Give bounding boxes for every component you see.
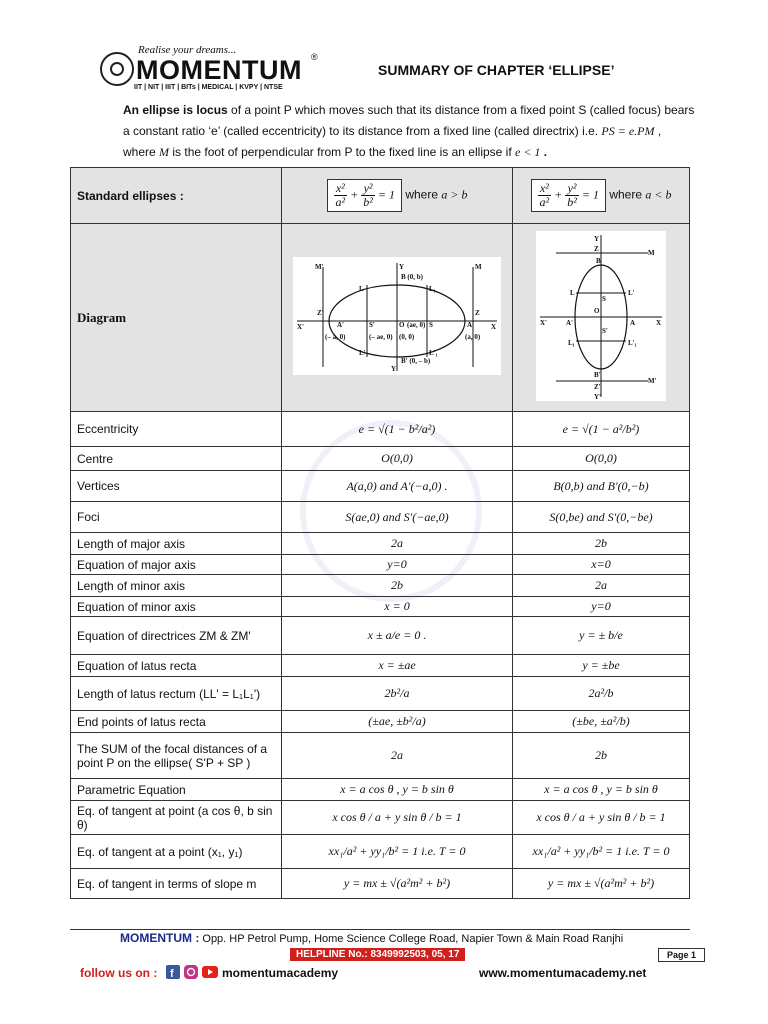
svg-text:Y': Y' <box>391 365 398 373</box>
eq2-num-x: x² <box>538 182 552 196</box>
svg-text:L': L' <box>359 349 366 357</box>
website-link[interactable]: www.momentumacademy.net <box>479 966 647 980</box>
svg-text:B (0, b): B (0, b) <box>401 273 423 281</box>
svg-text:M': M' <box>648 377 657 385</box>
svg-text:L: L <box>570 289 575 297</box>
row-label: Eq. of tangent at point (a cos θ, b sin θ) <box>71 801 282 835</box>
svg-text:(0, 0): (0, 0) <box>399 333 415 341</box>
table-row <box>71 835 690 869</box>
row-value-a-gt-b: xx₁/a² + yy₁/b² = 1 i.e. T = 0 <box>282 835 513 869</box>
eq1-den-b: b² <box>363 195 373 209</box>
row-label: Eccentricity <box>71 412 282 447</box>
row-value-a-lt-b: y=0 <box>513 597 690 617</box>
page-number: Page 1 <box>658 948 705 962</box>
table-row <box>71 502 690 533</box>
table-row <box>71 575 690 597</box>
svg-text:Z': Z' <box>317 309 324 317</box>
svg-text:S: S <box>429 321 433 329</box>
row-label: Parametric Equation <box>71 779 282 801</box>
table-row-diagram <box>71 224 690 412</box>
table-row <box>71 597 690 617</box>
row-value-a-lt-b: (±be, ±a²/b) <box>513 711 690 733</box>
svg-text:Y': Y' <box>594 393 601 401</box>
footer-brand: MOMENTUM : <box>120 931 200 945</box>
svg-text:f: f <box>170 968 174 980</box>
row-label: The SUM of the focal distances of a point P on the ellipse( S'P + SP ) <box>71 733 282 779</box>
row-value-a-gt-b: x = ±ae <box>282 655 513 677</box>
svg-text:X: X <box>491 323 497 331</box>
row-value-a-lt-b: xx₁/a² + yy₁/b² = 1 i.e. T = 0 <box>513 835 690 869</box>
intro-math-m: M <box>159 145 170 159</box>
svg-text:Z: Z <box>475 309 480 317</box>
svg-text:L: L <box>359 285 364 293</box>
footer-divider <box>70 929 690 930</box>
row-value-a-gt-b: y=0 <box>282 555 513 575</box>
row-label: Foci <box>71 502 282 533</box>
row-label: Length of latus rectum (LL' = L₁L₁') <box>71 677 282 711</box>
svg-text:L'₁: L'₁ <box>628 339 637 347</box>
row-value-a-gt-b: A(a,0) and A'(−a,0) . <box>282 471 513 502</box>
row-value-a-lt-b: 2a²/b <box>513 677 690 711</box>
row-value-a-gt-b: 2b <box>282 575 513 597</box>
svg-text:X: X <box>656 319 662 327</box>
svg-text:M: M <box>475 263 482 271</box>
table-row-standard <box>71 168 690 224</box>
row-value-a-gt-b: S(ae,0) and S'(−ae,0) <box>282 502 513 533</box>
table-row <box>71 779 690 801</box>
svg-text:X': X' <box>540 319 547 327</box>
eq2-rhs: = 1 <box>581 187 599 202</box>
standard-eq2 <box>531 179 606 212</box>
row-label: Eq. of tangent at a point (x₁, y₁) <box>71 835 282 869</box>
horizontal-ellipse-diagram <box>293 257 501 375</box>
row-value-a-gt-b: y = mx ± √(a²m² + b²) <box>282 869 513 899</box>
eq1-plus: + <box>350 187 359 202</box>
row-value-a-lt-b: B(0,b) and B'(0,−b) <box>513 471 690 502</box>
eq1-num-y: y² <box>361 182 375 196</box>
logo-seal-icon <box>100 52 134 86</box>
standard-eq1-cell <box>282 168 513 224</box>
row-value-a-gt-b: 2a <box>282 733 513 779</box>
footer-address-text: Opp. HP Petrol Pump, Home Science College Road, Napier Town & Main Road Ranjhi <box>199 933 624 945</box>
logo-registered-mark: ® <box>311 52 318 62</box>
svg-text:X': X' <box>297 323 304 331</box>
svg-text:(a, 0): (a, 0) <box>465 333 481 341</box>
standard-eq1 <box>327 179 402 212</box>
svg-text:M: M <box>648 249 655 257</box>
eq1-den-a: a² <box>335 195 346 209</box>
svg-text:A: A <box>467 321 473 329</box>
table-row <box>71 655 690 677</box>
row-value-a-gt-b: x = 0 <box>282 597 513 617</box>
eq2-num-y: y² <box>565 182 579 196</box>
logo-tagline: Realise your dreams... <box>138 44 237 56</box>
svg-text:L₁: L₁ <box>568 339 575 347</box>
row-value-a-lt-b: 2b <box>513 733 690 779</box>
row-value-a-lt-b: O(0,0) <box>513 447 690 471</box>
row-value-a-lt-b: S(0,be) and S'(0,−be) <box>513 502 690 533</box>
cond1: a > b <box>441 187 468 202</box>
row-label: Length of minor axis <box>71 575 282 597</box>
row-value-a-gt-b: e = √(1 − b²/a²) <box>282 412 513 447</box>
intro-line3b: is the foot of perpendicular from P to the fixed line is an ellipse if <box>169 145 515 159</box>
diagram-label: Diagram <box>71 224 282 412</box>
table-row <box>71 711 690 733</box>
row-value-a-lt-b: x=0 <box>513 555 690 575</box>
table-row <box>71 869 690 899</box>
logo-brand: MOMENTUM <box>136 55 302 85</box>
ellipse-summary-table <box>70 167 690 899</box>
intro-paragraph <box>123 100 703 163</box>
svg-text:S': S' <box>602 327 608 335</box>
standard-label: Standard ellipses : <box>71 168 282 224</box>
row-value-a-lt-b: y = mx ± √(a²m² + b²) <box>513 869 690 899</box>
row-value-a-gt-b: O(0,0) <box>282 447 513 471</box>
svg-text:B': B' <box>594 371 601 379</box>
intro-line2: a constant ratio ‘e’ (called eccentricity) to its distance from a fixed line (called directrix) i.e. <box>123 124 602 138</box>
intro-line3-end: . <box>540 145 548 159</box>
table-row <box>71 677 690 711</box>
svg-text:Z': Z' <box>594 383 601 391</box>
social-icons <box>166 964 218 985</box>
table-row <box>71 617 690 655</box>
intro-line1: of a point P which moves such that its distance from a fixed point S (called focus) bears <box>227 103 695 117</box>
svg-text:(ae, 0): (ae, 0) <box>407 321 426 329</box>
svg-text:M': M' <box>315 263 324 271</box>
row-value-a-lt-b: 2a <box>513 575 690 597</box>
svg-text:Y: Y <box>399 263 405 271</box>
svg-text:A: A <box>630 319 636 327</box>
table-row <box>71 555 690 575</box>
standard-eq2-cell <box>513 168 690 224</box>
svg-text:O: O <box>594 307 600 315</box>
row-value-a-gt-b: 2b²/a <box>282 677 513 711</box>
where2: where <box>609 187 642 202</box>
intro-line3a: where <box>123 145 160 159</box>
where1: where <box>405 187 438 202</box>
row-label: Centre <box>71 447 282 471</box>
svg-text:L'₁: L'₁ <box>429 349 438 357</box>
row-value-a-lt-b: e = √(1 − a²/b²) <box>513 412 690 447</box>
row-value-a-gt-b: x cos θ / a + y sin θ / b = 1 <box>282 801 513 835</box>
row-value-a-lt-b: y = ±be <box>513 655 690 677</box>
eq2-den-b: b² <box>567 195 577 209</box>
row-value-a-lt-b: 2b <box>513 533 690 555</box>
vertical-ellipse-diagram <box>536 231 666 401</box>
eq2-plus: + <box>554 187 563 202</box>
svg-text:(– a, 0): (– a, 0) <box>325 333 346 341</box>
table-row <box>71 447 690 471</box>
svg-text:S': S' <box>369 321 375 329</box>
eq1-num-x: x² <box>334 182 348 196</box>
svg-text:(– ae, 0): (– ae, 0) <box>369 333 393 341</box>
page-title: SUMMARY OF CHAPTER ‘ELLIPSE’ <box>378 62 615 78</box>
row-label: Equation of latus recta <box>71 655 282 677</box>
row-value-a-gt-b: x = a cos θ , y = b sin θ <box>282 779 513 801</box>
row-label: Equation of directrices ZM & ZM' <box>71 617 282 655</box>
svg-text:Y: Y <box>594 235 600 243</box>
row-label: Eq. of tangent in terms of slope m <box>71 869 282 899</box>
social-handle[interactable]: momentumacademy <box>222 966 339 980</box>
row-label: Equation of major axis <box>71 555 282 575</box>
svg-text:A': A' <box>337 321 344 329</box>
eq2-den-a: a² <box>539 195 550 209</box>
diagram1-cell <box>282 224 513 412</box>
follow-label: follow us on : <box>80 966 158 980</box>
svg-text:B: B <box>596 257 601 265</box>
row-label: Length of major axis <box>71 533 282 555</box>
table-row <box>71 533 690 555</box>
svg-text:S: S <box>602 295 606 303</box>
row-label: Equation of minor axis <box>71 597 282 617</box>
svg-text:L': L' <box>628 289 635 297</box>
row-label: End points of latus recta <box>71 711 282 733</box>
svg-text:L₁: L₁ <box>429 285 436 293</box>
intro-math-condition: e < 1 <box>515 145 541 159</box>
cond2: a < b <box>645 187 672 202</box>
row-label: Vertices <box>71 471 282 502</box>
svg-text:A': A' <box>566 319 573 327</box>
row-value-a-lt-b: x cos θ / a + y sin θ / b = 1 <box>513 801 690 835</box>
intro-bold-lead: An ellipse is locus <box>123 103 228 117</box>
row-value-a-gt-b: (±ae, ±b²/a) <box>282 711 513 733</box>
table-row <box>71 801 690 835</box>
table-row <box>71 471 690 502</box>
row-value-a-lt-b: x = a cos θ , y = b sin θ <box>513 779 690 801</box>
row-value-a-lt-b: y = ± b/e <box>513 617 690 655</box>
intro-line2-end: , <box>654 124 662 138</box>
helpline-badge: HELPLINE No.: 8349992503, 05, 17 <box>290 948 465 961</box>
svg-text:Z: Z <box>594 245 599 253</box>
svg-text:O: O <box>399 321 405 329</box>
intro-definition-math: PS = e.PM <box>601 124 655 138</box>
row-value-a-gt-b: 2a <box>282 533 513 555</box>
svg-text:B' (0, – b): B' (0, – b) <box>401 357 431 365</box>
eq1-rhs: = 1 <box>377 187 395 202</box>
diagram2-cell <box>513 224 690 412</box>
table-row <box>71 733 690 779</box>
instagram-icon[interactable] <box>184 965 198 979</box>
row-value-a-gt-b: x ± a/e = 0 . <box>282 617 513 655</box>
table-row <box>71 412 690 447</box>
logo-subline: IIT | NIT | IIIT | BITs | MEDICAL | KVPY | NTSE <box>134 84 283 91</box>
footer-address <box>120 931 623 945</box>
